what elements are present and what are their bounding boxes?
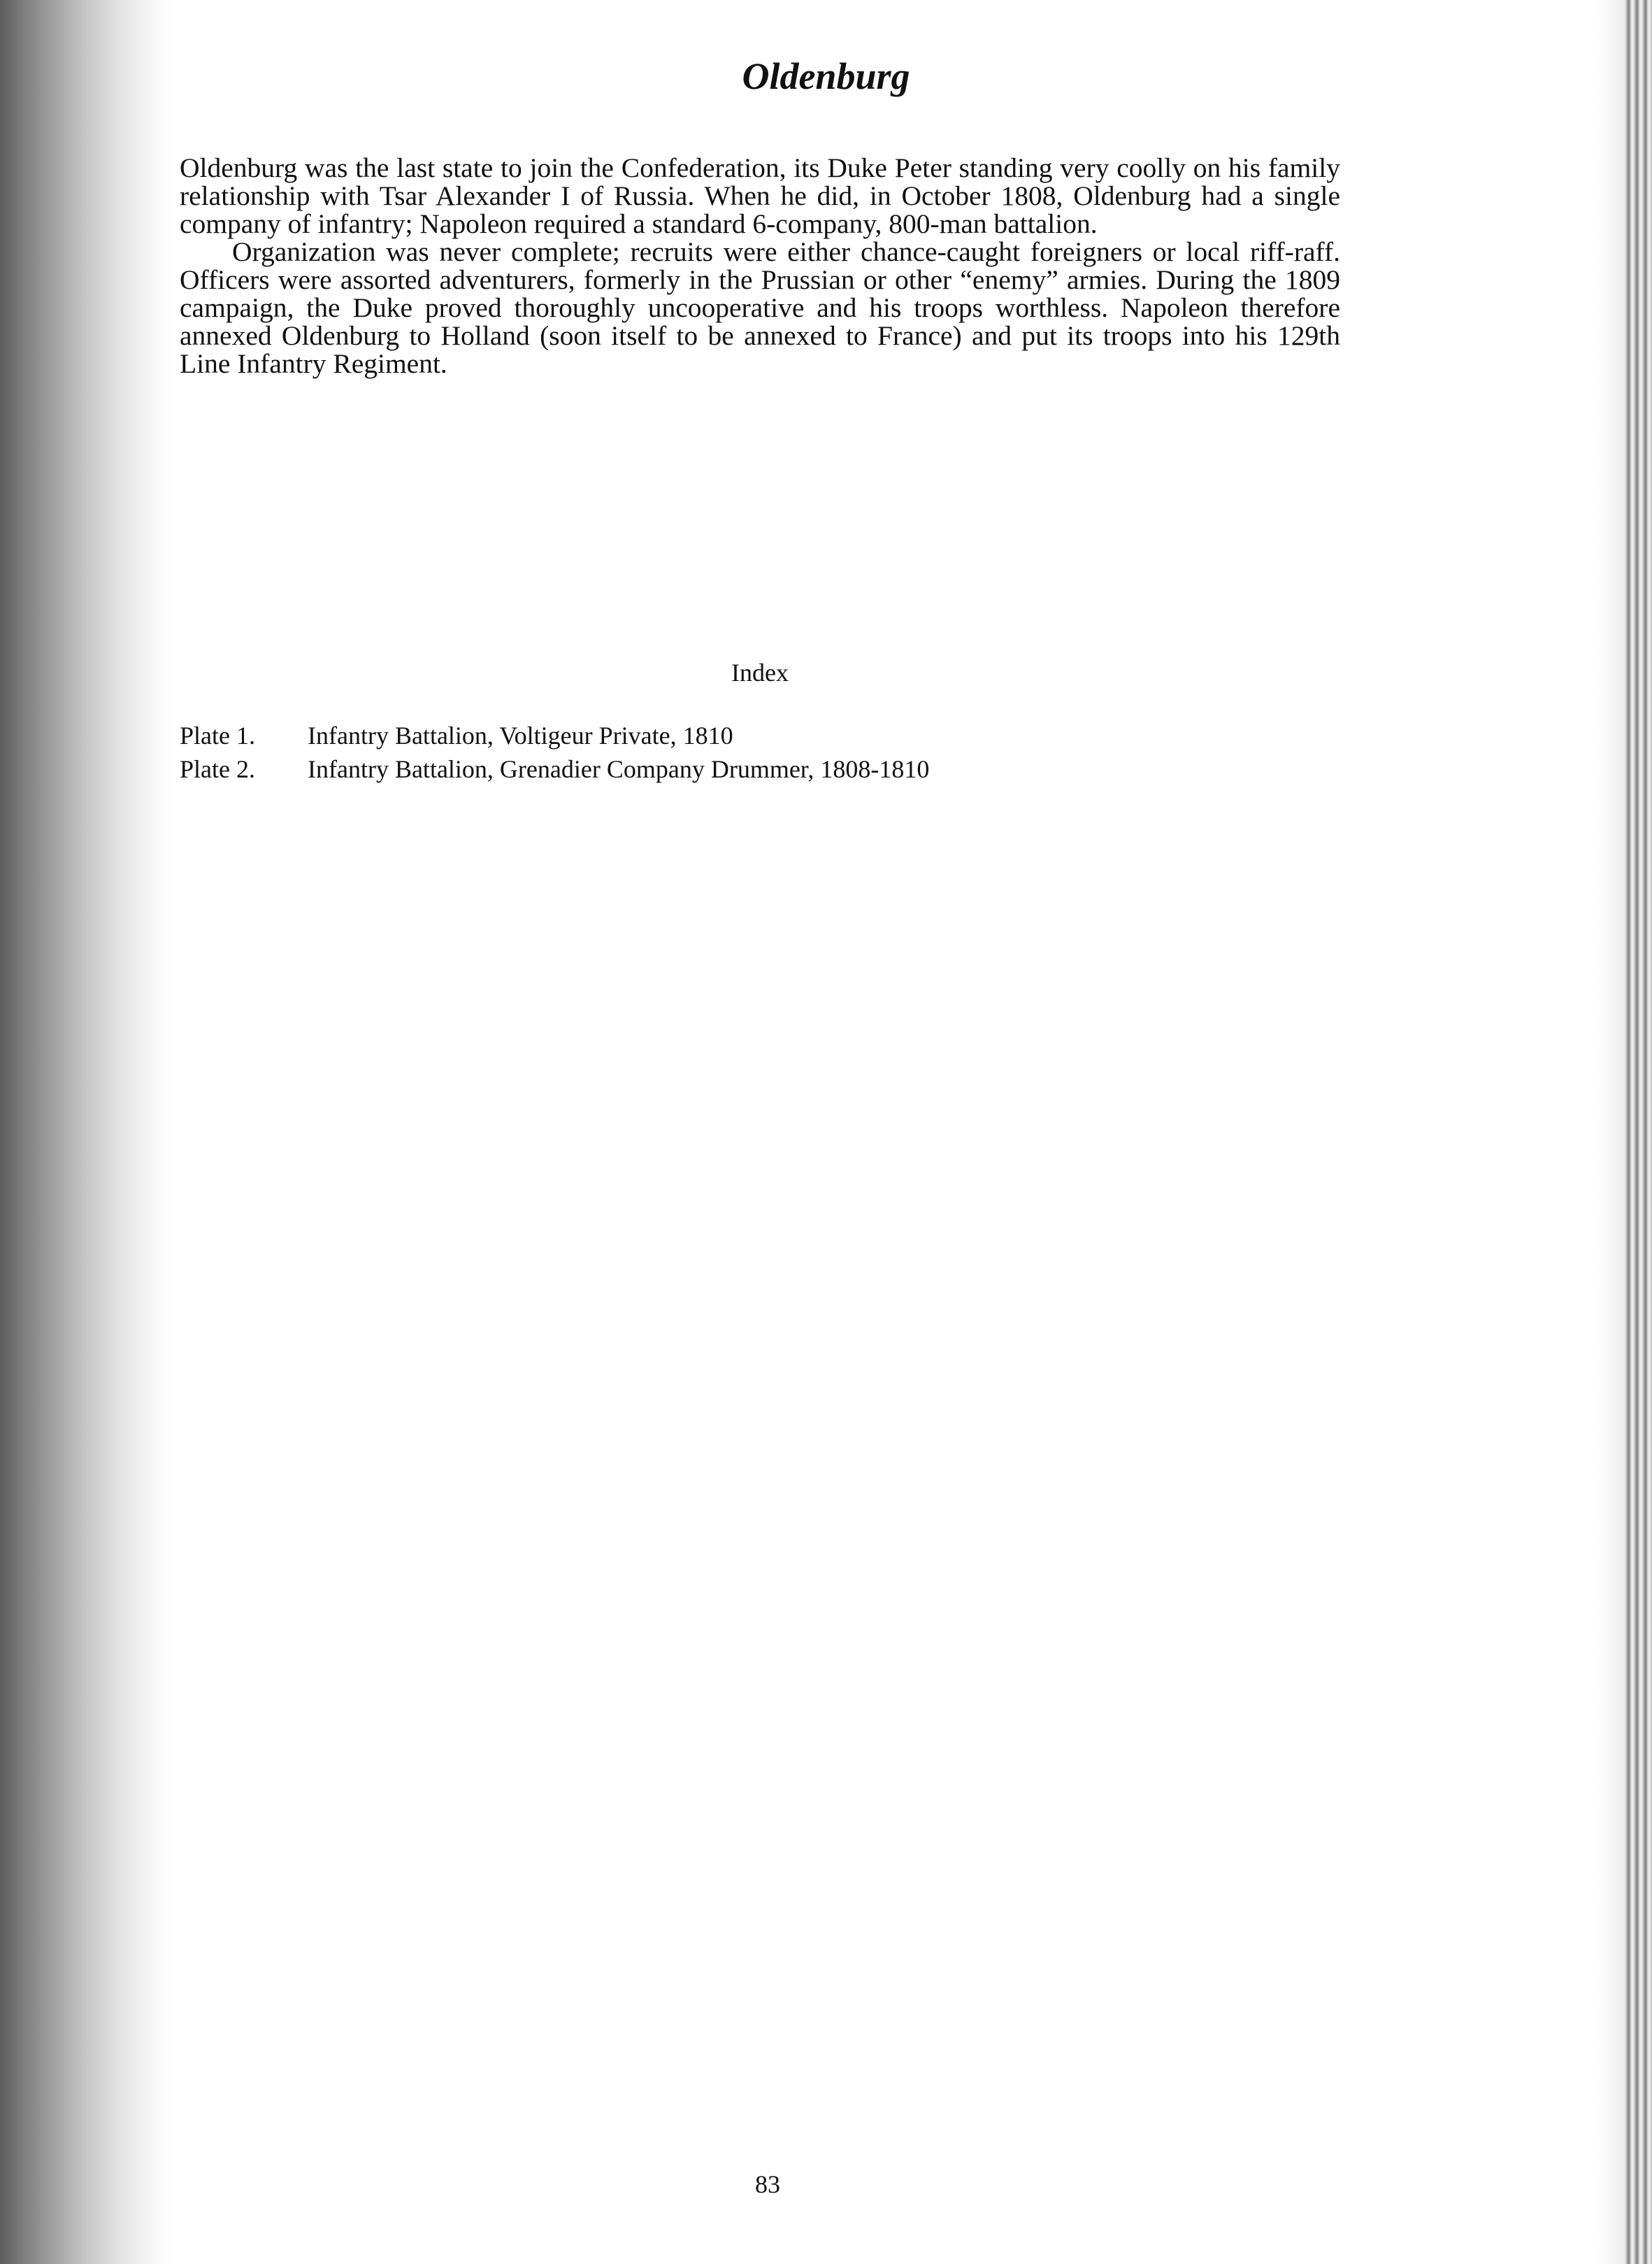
page-number: 83 <box>755 2170 780 2198</box>
index-entry <box>180 752 929 786</box>
index-plate-caption: Infantry Battalion, Grenadier Company Drummer, 1808-1810 <box>308 755 930 783</box>
index-heading: Index <box>731 659 789 687</box>
page-edge-fade <box>1596 0 1624 2264</box>
paragraph-2: Organization was never complete; recruits were either chance-caught foreigners or local riff-raff. Officers were assorted adventurers, formerly in the Prussian or other “enemy” armies. During the 1809 campaign, the Duke proved thoroughly uncooperative and his troops worthless. Napoleon therefore annexed Oldenburg to Holland (soon itself to be annexed to France) and put its troops into his 129th Line Infantry Regiment. <box>180 236 1340 379</box>
body-text <box>180 154 1340 378</box>
page-title: Oldenburg <box>742 55 910 98</box>
index-entry <box>180 719 929 752</box>
page-edge-stripes <box>1624 0 1652 2264</box>
index-plate-label: Plate 2. <box>180 755 255 783</box>
index-list <box>180 719 929 786</box>
index-plate-caption: Infantry Battalion, Voltigeur Private, 1810 <box>308 722 733 750</box>
index-plate-label: Plate 1. <box>180 722 255 750</box>
paragraph-1: Oldenburg was the last state to join the Confederation, its Duke Peter standing very coolly on his family relationship with Tsar Alexander I of Russia. When he did, in October 1808, Oldenburg had a single company of infantry; Napoleon required a standard 6-company, 800-man battalion. <box>180 152 1340 239</box>
gutter-shadow <box>0 0 175 2264</box>
